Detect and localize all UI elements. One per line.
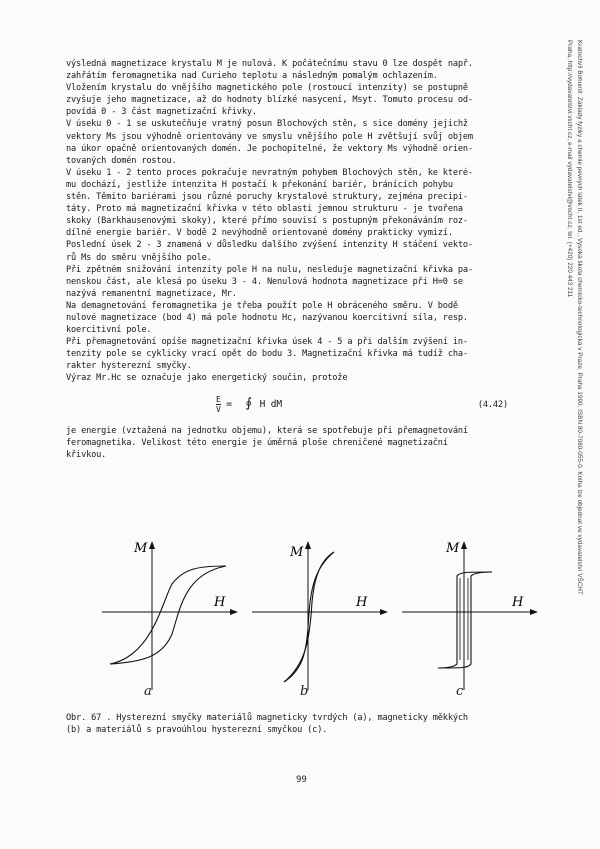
text-line: nazývá remanentní magnetizace, Mr. [66,288,237,299]
h-axis-label: H [356,595,368,610]
body-text [66,58,536,461]
m-axis-arrow [305,541,311,549]
text-line: vektory Ms jsou výhodně orientovány ve smyslu vnějšího pole H zvětšují svůj objem [66,131,473,142]
text-line: V úseku 0 - 1 se uskutečňuje vratný posun Blochových stěn, s sice domény jejichž [66,119,468,130]
text-line: rů Ms do směru vnějšího pole. [66,252,212,263]
equation-4-42 [66,391,536,421]
side-citation-note: Kratochvíl Bohumil: Základy fyziky a chemie pevných látek II, 1st ed., Vysoká škola chemicko-technologická v Praze, Praha 1990, ISBN 80-7080-055-0. Kniha lze objednat ve vydavatelství VŠCHT Praha, http://vydavatelstvi.vscht.cz, e-mail vydavatelstvi@vscht.cz, tel. (+420) 220 443 211 [566,40,583,595]
text-line: je energie (vztažená na jednotku objemu), která se spotřebuje při přemagnetování [66,425,468,436]
text-line: Při přemagnetování opíše magnetizační křivka úsek 4 - 5 a při dalším zvýšení in- [66,337,468,348]
h-axis-arrow [230,609,238,615]
text-line: feromagnetika. Velikost této energie je úměrná ploše chreničené magnetizační [66,437,448,448]
text-line: zvyšuje jeho magnetizace, až do hodnoty blízké nasycení, Msyt. Tomuto procesu od- [66,95,473,106]
contour-integral-sign: ∮ [245,395,253,411]
loop-ascending-branch [284,552,334,682]
h-axis-label: H [214,595,226,610]
text-line: Vložením krystalu do vnějšího magnetického pole (rostoucí intenzity) se postupně [66,83,468,94]
text-line: výsledná magnetizace krystalu M je nulová. K počátečnímu stavu 0 lze dospět např. [66,59,473,69]
figure-c-rectangular-loop [400,538,540,698]
integrand: H dM [259,398,282,410]
figure-b-label: b [300,684,309,699]
text-line: Při zpětném snižování intenzity pole H na nulu, nesleduje magnetizační křivka pa- [66,264,473,275]
text-line: dílné energie bariér. V bodě 2 nevýhodně orientované domény prakticky vymizí. [66,228,453,239]
energy-per-volume-fraction [216,395,221,414]
loop-descending-branch [110,566,226,664]
equals-sign: = [226,398,232,410]
text-line: tenzity pole se cyklicky vrací opět do bodu 3. Magnetizační křivka má tudíž cha- [66,349,468,360]
loop-left-branch [438,572,492,668]
figure-a-hard-loop [100,538,240,698]
fraction-numerator: E [216,394,221,404]
h-axis-arrow [380,609,388,615]
figure-c-label: c [456,684,464,699]
m-axis-arrow [149,541,155,549]
h-axis-label: H [512,595,524,610]
text-line: na úkor opačně orientovaných domén. Je pochopitelné, že vektory Ms výhodně orien- [66,143,473,154]
m-axis-label: M [134,541,148,556]
h-axis-arrow [530,609,538,615]
text-line: nenskou část, ale klesá po úseku 3 - 4. Nenulová hodnota magnetizace při H=0 se [66,276,463,287]
text-line: Na demagnetování feromagnetika je třeba použít pole H obráceného směru. V bodě [66,300,458,311]
loop-ascending-branch [110,566,226,664]
loop-right-branch [438,572,492,668]
text-line: nulové magnetizace (bod 4) má pole hodnotu Hc, nazývanou koercitivní síla, resp. [66,312,468,323]
text-line: V úseku 1 - 2 tento proces pokračuje nevratným pohybem Blochových stěn, ke které- [66,167,473,178]
text-line: Výraz Mr.Hc se označuje jako energetický součin, protože [66,373,348,384]
m-axis-arrow [461,541,467,549]
text-line: křivkou. [66,449,107,460]
text-line: povídá 0 - 3 část magnetizační křivky. [66,107,257,118]
m-axis-label: M [446,541,460,556]
text-line: Poslední úsek 2 - 3 znamená v důsledku dalšího zvýšení intenzity H stáčení vekto- [66,240,473,251]
caption-line: Obr. 67 . Hysterezní smyčky materiálů magneticky tvrdých (a), magneticky měkkých [66,713,468,723]
text-line: zahřátím feromagnetika nad Curieho teplotu a následným pomalým ochlazením. [66,71,438,82]
text-line: rakter hysterezní smyčky. [66,361,192,372]
text-line: skoky (Barkhausenovými skoky), které přímo souvisí s postupným překonáváním roz- [66,216,468,227]
text-line: tovaných domén rostou. [66,155,177,166]
caption-line: (b) a materiálů s pravoúhlou hysterezní smyčkou (c). [66,725,328,736]
figure-a-label: a [144,684,152,699]
figure-caption [66,712,536,737]
fraction-denominator: V [216,404,221,414]
figure-b-soft-loop [250,538,390,698]
text-line: koercitivní pole. [66,325,152,336]
hysteresis-figures [100,538,540,698]
m-axis-label: M [290,545,304,560]
page-number: 99 [296,775,307,785]
text-line: stěn. Těmito bariérami jsou různé poruchy krystalové struktury, zejména precipi- [66,192,468,203]
text-line: mu dochází, jestliže intenzita H postačí k překonání bariér, bránících pohybu [66,179,453,190]
equation-body [216,395,282,414]
text-line: táty. Proto má magnetizační křivka v této oblasti jemnou strukturu - je tvořena [66,204,463,215]
equation-number: (4.42) [477,399,508,410]
